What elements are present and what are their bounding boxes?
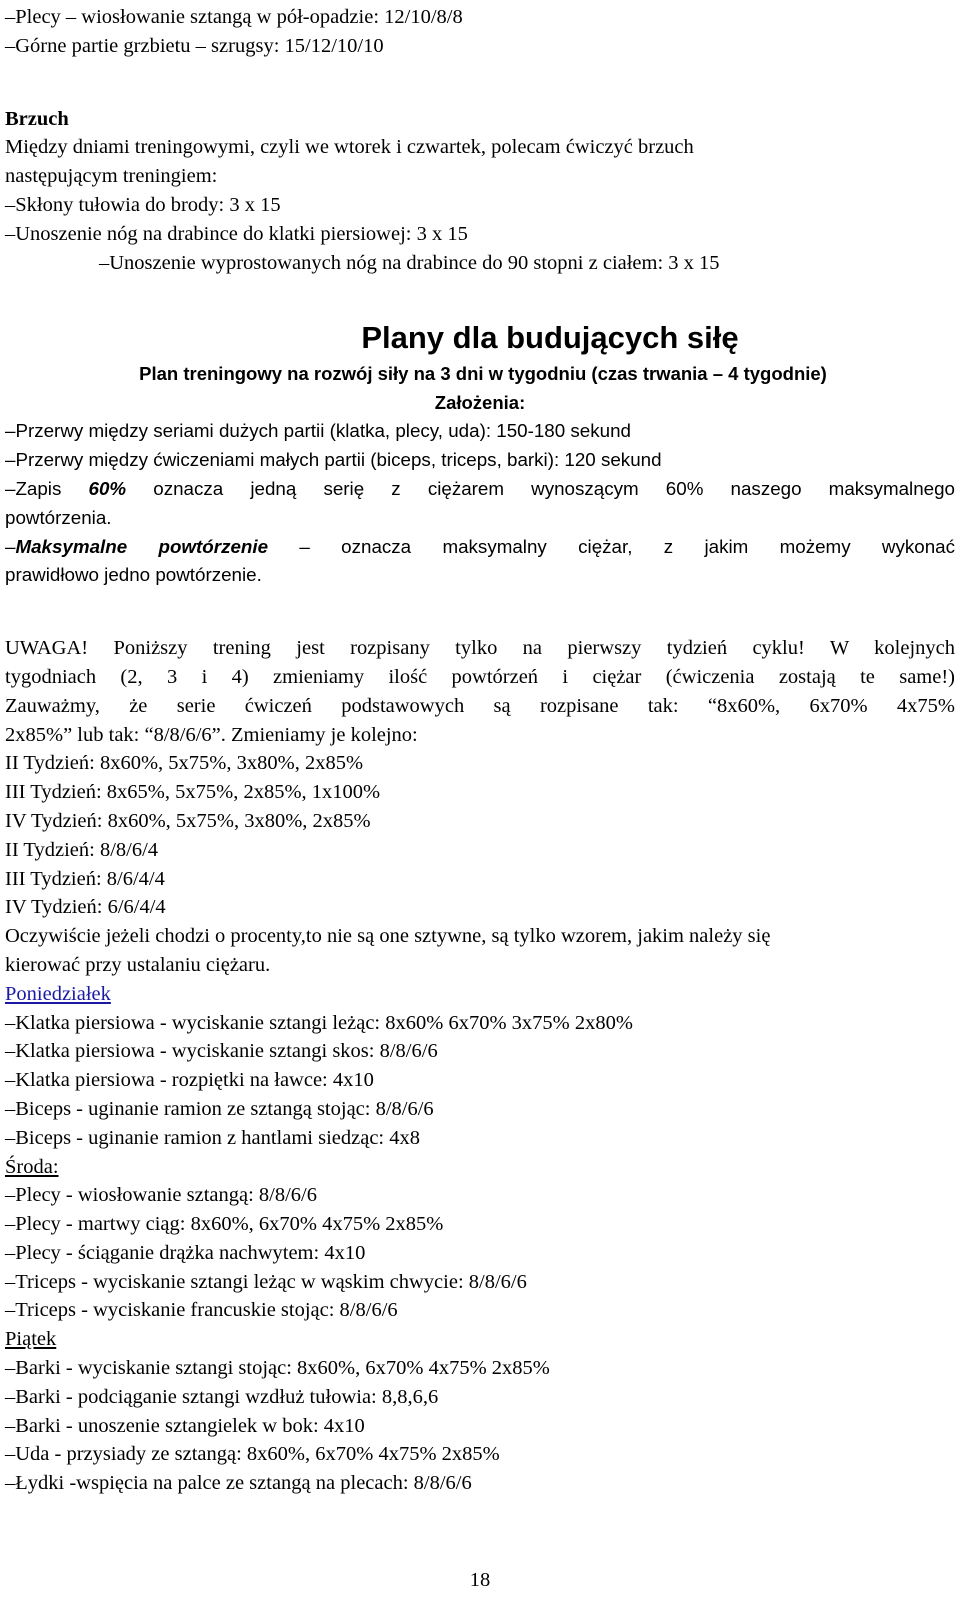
- rule-line-cont: prawidłowo jedno powtórzenie.: [5, 564, 262, 586]
- week-line: IV Tydzień: 6/6/4/4: [5, 896, 166, 919]
- exercise-line: –Klatka piersiowa - rozpiętki na ławce: 4x10: [5, 1069, 374, 1092]
- exercise-line: –Barki - wyciskanie sztangi stojąc: 8x60%, 6x70% 4x75% 2x85%: [5, 1357, 550, 1380]
- exercise-line: –Skłony tułowia do brody: 3 x 15: [5, 193, 281, 216]
- exercise-line: –Triceps - wyciskanie francuskie stojąc: 8/8/6/6: [5, 1299, 398, 1322]
- exercise-line: –Klatka piersiowa - wyciskanie sztangi leżąc: 8x60% 6x70% 3x75% 2x80%: [5, 1011, 633, 1034]
- day-heading-monday: Poniedziałek: [5, 982, 111, 1005]
- day-heading-friday: Piątek: [5, 1328, 57, 1351]
- exercise-line: –Łydki -wspięcia na palce ze sztangą na plecach: 8/8/6/6: [5, 1472, 472, 1495]
- day-heading-wednesday: Środa:: [5, 1155, 59, 1178]
- uwaga-line: Zauważmy, że serie ćwiczeń podstawowych są rozpisane tak: “8x60%, 6x70% 4x75%: [5, 694, 955, 717]
- paragraph-line: następującym treningiem:: [5, 165, 218, 188]
- uwaga-line: UWAGA! Poniższy trening jest rozpisany tylko na pierwszy tydzień cyklu! W kolejnych: [5, 637, 955, 660]
- exercise-line: –Plecy - martwy ciąg: 8x60%, 6x70% 4x75% 2x85%: [5, 1213, 444, 1236]
- uwaga-line: tygodniach (2, 3 i 4) zmieniamy ilość powtórzeń i ciężar (ćwiczenia zostają te same!): [5, 665, 955, 688]
- paragraph-line: Między dniami treningowymi, czyli we wtorek i czwartek, polecam ćwiczyć brzuch: [5, 136, 694, 159]
- rule-line-max: –Maksymalne powtórzenie – oznacza maksymalny ciężar, z jakim możemy wykonać: [5, 535, 955, 557]
- exercise-line: –Górne partie grzbietu – szrugsy: 15/12/10/10: [5, 34, 384, 57]
- week-line: III Tydzień: 8/6/4/4: [5, 867, 165, 890]
- plan-subtitle: Plan treningowy na rozwój siły na 3 dni w tygodniu (czas trwania – 4 tygodnie): [139, 363, 827, 385]
- week-line: II Tydzień: 8x60%, 5x75%, 3x80%, 2x85%: [5, 752, 364, 775]
- rule-line: –Przerwy między seriami dużych partii (klatka, plecy, uda): 150-180 sekund: [5, 420, 631, 442]
- rule-line-cont: powtórzenia.: [5, 506, 112, 528]
- exercise-line: –Barki - podciąganie sztangi wzdłuż tułowia: 8,8,6,6: [5, 1385, 439, 1408]
- exercise-line: –Triceps - wyciskanie sztangi leżąc w wąskim chwycie: 8/8/6/6: [5, 1270, 527, 1293]
- section-heading-brzuch: Brzuch: [5, 107, 69, 130]
- assumptions-heading: Założenia:: [434, 392, 526, 414]
- exercise-line: –Unoszenie nóg na drabince do klatki piersiowej: 3 x 15: [5, 222, 468, 245]
- exercise-line: –Biceps - uginanie ramion z hantlami siedząc: 4x8: [5, 1126, 420, 1149]
- uwaga-line: 2x85%” lub tak: “8/8/6/6”. Zmieniamy je kolejno:: [5, 723, 418, 746]
- exercise-line: –Plecy - wiosłowanie sztangą: 8/8/6/6: [5, 1184, 317, 1207]
- exercise-line: –Uda - przysiady ze sztangą: 8x60%, 6x70% 4x75% 2x85%: [5, 1443, 500, 1466]
- week-line: IV Tydzień: 8x60%, 5x75%, 3x80%, 2x85%: [5, 809, 371, 832]
- page-number: 18: [469, 1569, 491, 1591]
- page-title: Plany dla budujących siłę: [361, 320, 739, 356]
- note-line: kierować przy ustalaniu ciężaru.: [5, 953, 271, 976]
- week-line: II Tydzień: 8/8/6/4: [5, 838, 159, 861]
- exercise-line: –Barki - unoszenie sztangielek w bok: 4x10: [5, 1414, 365, 1437]
- exercise-line: –Plecy – wiosłowanie sztangą w pół-opadzie: 12/10/8/8: [5, 6, 463, 28]
- week-line: III Tydzień: 8x65%, 5x75%, 2x85%, 1x100%: [5, 781, 381, 804]
- rule-line-zapis: –Zapis 60% oznacza jedną serię z ciężarem wynoszącym 60% naszego maksymalnego: [5, 477, 955, 499]
- document-page: [5, 3, 955, 1498]
- rule-line: –Przerwy między ćwiczeniami małych partii (biceps, triceps, barki): 120 sekund: [5, 449, 662, 471]
- note-line: Oczywiście jeżeli chodzi o procenty,to nie są one sztywne, są tylko wzorem, jakim należy się: [5, 925, 771, 948]
- exercise-line: –Unoszenie wyprostowanych nóg na drabince do 90 stopni z ciałem: 3 x 15: [99, 251, 720, 274]
- exercise-line: –Biceps - uginanie ramion ze sztangą stojąc: 8/8/6/6: [5, 1097, 434, 1120]
- exercise-line: –Klatka piersiowa - wyciskanie sztangi skos: 8/8/6/6: [5, 1040, 438, 1063]
- exercise-line: –Plecy - ściąganie drążka nachwytem: 4x10: [5, 1241, 366, 1264]
